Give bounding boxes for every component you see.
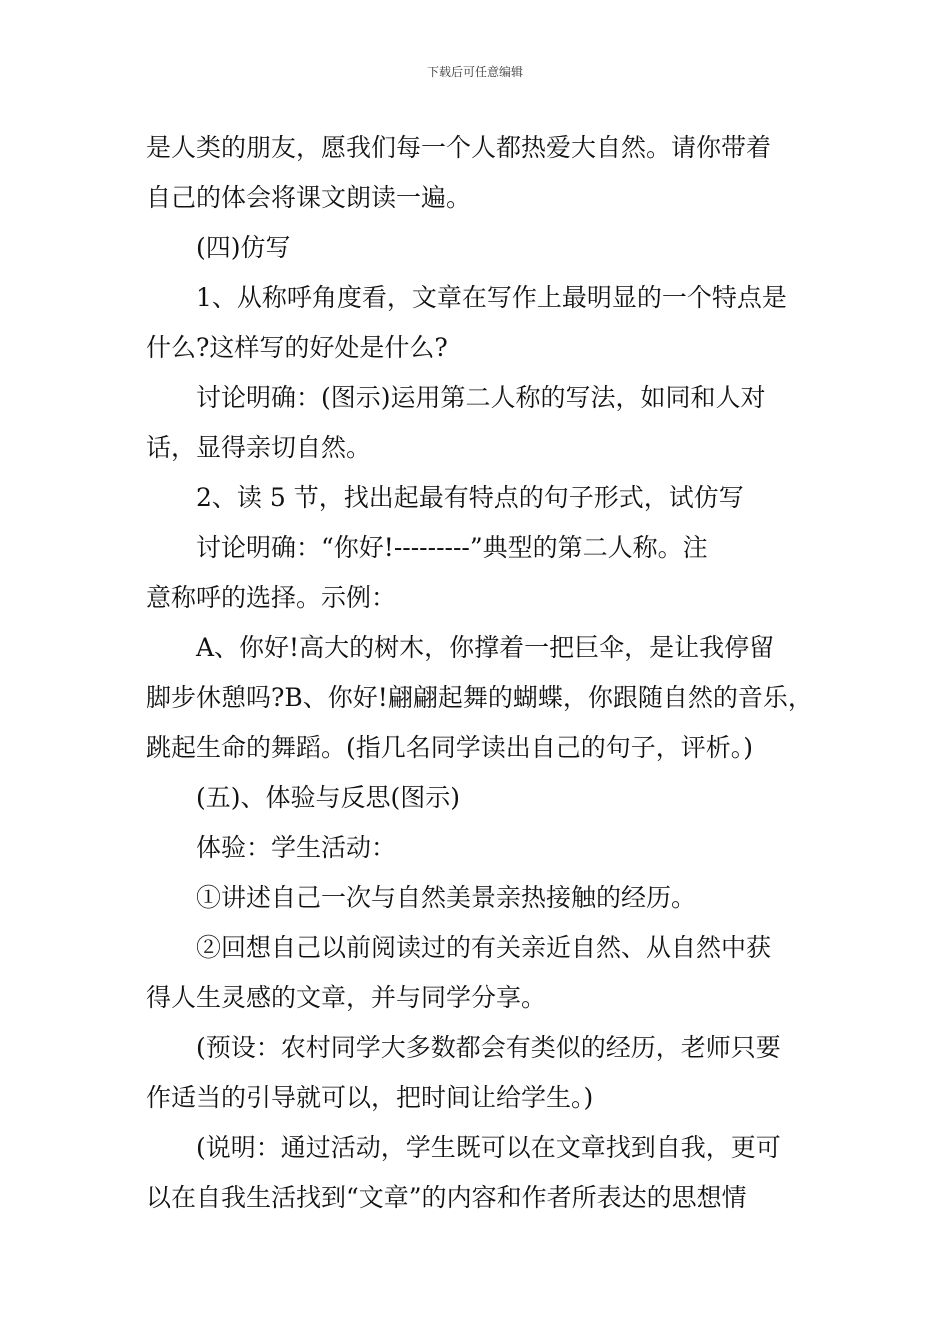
section-heading: (五)、体验与反思(图示) bbox=[196, 783, 461, 812]
document-body bbox=[146, 123, 818, 1223]
text-line: (说明：通过活动，学生既可以在文章找到自我，更可 bbox=[196, 1133, 781, 1162]
text-line: 意称呼的选择。示例： bbox=[146, 583, 397, 612]
text-line: 跳起生命的舞蹈。(指几名同学读出自己的句子，评析。) bbox=[146, 733, 754, 762]
text-line: (预设：农村同学大多数都会有类似的经历，老师只要 bbox=[196, 1033, 781, 1062]
text-line: 脚步休憩吗?B、你好!翩翩起舞的蝴蝶，你跟随自然的音乐， bbox=[146, 683, 813, 712]
text-line: ②回想自己以前阅读过的有关亲近自然、从自然中获 bbox=[196, 933, 772, 962]
text-line: A、你好!高大的树木，你撑着一把巨伞，是让我停留 bbox=[196, 633, 775, 662]
text-line: 1、从称呼角度看，文章在写作上最明显的一个特点是 bbox=[196, 283, 787, 312]
text-line: 以在自我生活找到“文章”的内容和作者所表达的思想情 bbox=[146, 1183, 747, 1212]
text-line: 自己的体会将课文朗读一遍。 bbox=[146, 183, 472, 212]
section-heading: (四)仿写 bbox=[196, 233, 291, 262]
text-line: 讨论明确：(图示)运用第二人称的写法，如同和人对 bbox=[196, 383, 766, 412]
text-line: 作适当的引导就可以，把时间让给学生。) bbox=[146, 1083, 594, 1112]
text-line: 是人类的朋友，愿我们每一个人都热爱大自然。请你带着 bbox=[146, 133, 772, 162]
text-line: 体验：学生活动： bbox=[196, 833, 397, 862]
text-line: 2、读 5 节，找出起最有特点的句子形式，试仿写 bbox=[196, 483, 744, 512]
text-line: 讨论明确：“你好!---------”典型的第二人称。注 bbox=[196, 533, 708, 562]
text-line: 什么?这样写的好处是什么? bbox=[146, 333, 448, 362]
text-line: 得人生灵感的文章，并与同学分享。 bbox=[146, 983, 547, 1012]
text-line: ①讲述自己一次与自然美景亲热接触的经历。 bbox=[196, 883, 697, 912]
text-line: 话，显得亲切自然。 bbox=[146, 433, 372, 462]
page-header: 下载后可任意编辑 bbox=[426, 65, 523, 79]
